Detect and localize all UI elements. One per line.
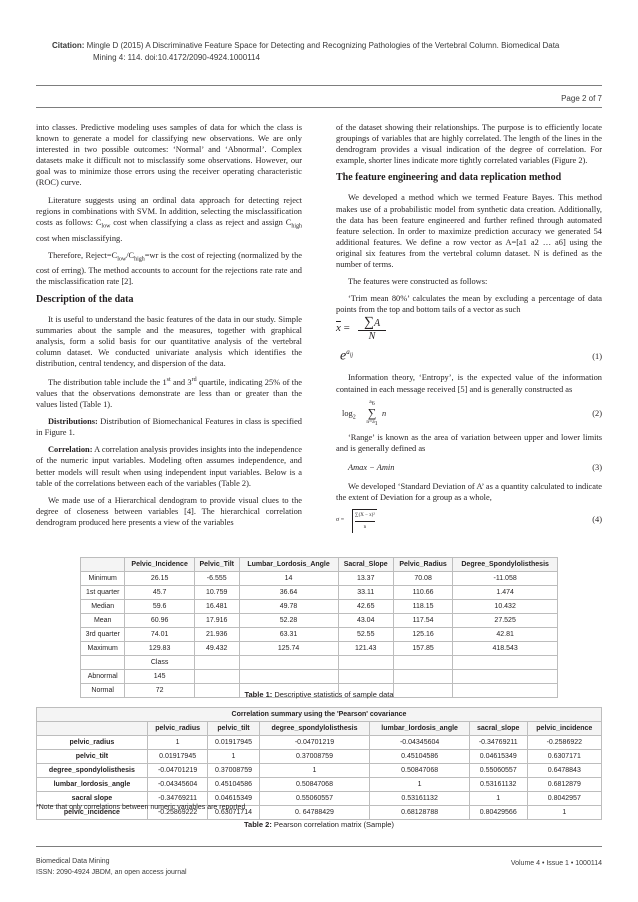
table-1-caption: Table 1: Descriptive statistics of sample data: [244, 690, 394, 699]
table-row: 1st quarter 45.7 10.759 36.64 33.11 110.66 1.474: [81, 586, 558, 600]
table-header-cell: Sacral_Slope: [338, 558, 393, 572]
table-row: degree_spondylolisthesis -0.04701219 0.37008759 1 0.50847068 0.55060557 0.6478843: [37, 764, 602, 778]
footer-rule: [36, 846, 602, 847]
footer-volume: Volume 4 • Issue 1 • 1000114: [510, 860, 602, 867]
table-header-cell: lumbar_lordosis_angle: [370, 722, 469, 736]
table-row: pelvic_incidence -0.25869222 0.63071714 0. 64788429 0.68128788 0.80429566 1: [37, 806, 602, 820]
paragraph: We made use of a Hierarchical dendogram to provide visual clues to the degree of closeness between variables [4]. The hierarchical correlation dendrogram produced here presents a view of the variables: [36, 495, 302, 527]
section-heading-feature-engineering: The feature engineering and data replication method: [336, 172, 562, 184]
paragraph: We developed ‘Standard Deviation of A’ as a quantity calculated to indicate the extent of Deviation for a group as a whole,: [336, 481, 602, 502]
table-row: sacral slope -0.34769211 0.04615349 0.55060557 0.53161132 1 0.8042957: [37, 792, 602, 806]
table-title-row: [37, 708, 602, 722]
paragraph: The features were constructed as follows:: [348, 277, 488, 287]
footer-issn: ISSN: 2090-4924 JBDM, an open access journal: [36, 869, 187, 876]
table-row: lumbar_lordosis_angle -0.04345604 0.45104586 0.50847068 1 0.53161132 0.6812879: [37, 778, 602, 792]
table-row: Class: [81, 656, 558, 670]
citation-line-1: Mingle D (2015) A Discriminative Feature Space for Detecting and Recognizing Pathologies of the Vertebral Column. Biomedical Data: [86, 41, 560, 50]
paragraph: ‘Trim mean 80%’ calculates the mean by excluding a percentage of data points from the top and bottom tails of a vector as such: [336, 294, 602, 315]
header-rule: [36, 85, 602, 86]
table-header-cell: Degree_Spondylolisthesis: [453, 558, 558, 572]
paragraph: The distribution table include the 1st and 3rd quartile, indicating 25% of the values that the observations demonstrate are less than or greater than the values listed (Table 1).: [36, 377, 302, 410]
table-header-row: [37, 722, 602, 736]
paragraph: Distributions: Distribution of Biomechanical Features in class is specified in Figure 1.: [36, 417, 302, 438]
table-header-cell: Pelvic_Tilt: [194, 558, 239, 572]
paragraph: Therefore, $Reject=C_{low}/C_{high}=wr$ is the cost of rejecting (normalized by the cost of erring). The method accounts to account for the rejections rate rate and the misclassification rate [2].: [36, 250, 302, 287]
table-header-cell: [81, 558, 125, 572]
table-row: Minimum 26.15 -6.555 14 13.37 70.08 -11.058: [81, 572, 558, 586]
paragraph: into classes. Predictive modeling uses samples of data for which the class is known to generate a model for classifying new observations. We are only interested in two possible outcomes: ‘Normal’ and ‘Abnormal’. Complex datasets make it difficult not to misclassify some observations. However, our goal was to minimize those errors using the receiver operating characteristic (ROC) curve.: [36, 123, 302, 188]
table-header-row: [81, 558, 558, 572]
table-row: Mean 60.96 17.916 52.28 43.04 117.54 27.525: [81, 614, 558, 628]
paragraph: ‘Range’ is known as the area of variation between upper and lower limits and is generally defined as: [336, 432, 602, 453]
table-row: 3rd quarter 74.01 21.936 63.31 52.55 125.16 42.81: [81, 628, 558, 642]
citation: [52, 40, 597, 64]
table-header-cell: pelvic_radius: [147, 722, 208, 736]
table-header-cell: Lumbar_Lordosis_Angle: [239, 558, 338, 572]
table-header-cell: sacral_slope: [469, 722, 527, 736]
section-heading-description: Description of the data: [36, 293, 134, 305]
paragraph: Information theory, ‘Entropy’, is the expected value of the information contained in each message received [5] and is generally constructed as: [336, 373, 602, 394]
table-row: pelvic_radius 1 0.01917945 -0.04701219 -0.04345604 -0.34769211 -0.2586922: [37, 736, 602, 750]
descriptive-statistics-table: [80, 557, 558, 698]
citation-doi[interactable]: Mining 4: 114. doi:10.4172/2090-4924.1000114: [93, 53, 260, 62]
paragraph: It is useful to understand the basic features of the data in our study. Simple summaries about the sample and the measures, together with graphical analysis, form a solid basis for our quantitative analysis of the vertebral column dataset. We conducted univariate analysis which identifies the distribution, central tendency, and dispersion of the data.: [36, 314, 302, 369]
equation-2: $\log_2$ $a_6$ ∑ $n=a_1$ n (2): [342, 398, 602, 427]
equation-1: $\overline{x}$ = ∑A N $e^{a_{ij}}$ (1): [336, 315, 602, 365]
equation-3: Amax − Amin (3): [348, 462, 602, 472]
left-column: [36, 122, 302, 534]
page-number: Page 2 of 7: [561, 94, 602, 103]
table-row: Normal 72: [81, 684, 558, 698]
table-row: Abnormal 145: [81, 670, 558, 684]
table-header-cell: pelvic_tilt: [208, 722, 259, 736]
citation-label: Citation:: [52, 41, 85, 50]
table-header-cell: degree_spondylolisthesis: [259, 722, 370, 736]
footer-journal-name: Biomedical Data Mining: [36, 858, 110, 865]
table-header-cell: [37, 722, 148, 736]
table-header-cell: Pelvic_Incidence: [125, 558, 194, 572]
table-row: pelvic_tilt 0.01917945 1 0.37008759 0.45104586 0.04615349 0.6307171: [37, 750, 602, 764]
table-2-note: *Note that only correlations between numeric variables are reported: [36, 804, 246, 811]
table-row: Maximum 129.83 49.432 125.74 121.43 157.85 418.543: [81, 642, 558, 656]
paragraph: of the dataset showing their relationships. The purpose is to efficiently locate groupings of variables that are highly correlated. The length of the lines in the dendrogram provides a visual indication of the degree of correlation. For example, shorter lines indicate more tightly correlated variables (Figure 2).: [336, 123, 602, 166]
table-title: Correlation summary using the 'Pearson' covariance: [37, 708, 602, 722]
paragraph: We developed a method which we termed Feature Bayes. This method makes use of a probabilistic model from synthetic data creation. Additionally, the data has been feature engineered and further refined through automated feature selection. In order to maximize prediction accuracy we generated 54 additional features. We define a row vector as A=[a1 a2 … a6] using the original six features from the vertebral column dataset. N is defined as the number of terms.: [336, 193, 602, 270]
table-row: Median 59.6 16.481 49.78 42.65 118.15 10.432: [81, 600, 558, 614]
table-header-cell: Pelvic_Radius: [393, 558, 452, 572]
right-column: [336, 122, 602, 536]
paragraph: Literature suggests using an ordinal data approach for detecting reject regions in combinations with SVM. In addition, selecting the misclassification costs as follows: $C_{low}$ cost when classifying a class as reject and assign $C_{high}$ cost when misclassifying.: [36, 195, 303, 243]
header-rule-2: [36, 107, 602, 108]
equation-4: σ = ∑(X − x)² n (4): [336, 509, 602, 531]
table-2-caption: Table 2: Pearson correlation matrix (Sample): [244, 820, 394, 829]
table-header-cell: pelvic_incidence: [527, 722, 601, 736]
paragraph: Correlation: A correlation analysis provides insights into the independence of the numeric input variables. Modeling often assumes independence, and better models will result when using independent input variables. Below is a table of the correlations between each of the variables (Table 2).: [36, 445, 302, 488]
footer-journal: [36, 856, 187, 878]
